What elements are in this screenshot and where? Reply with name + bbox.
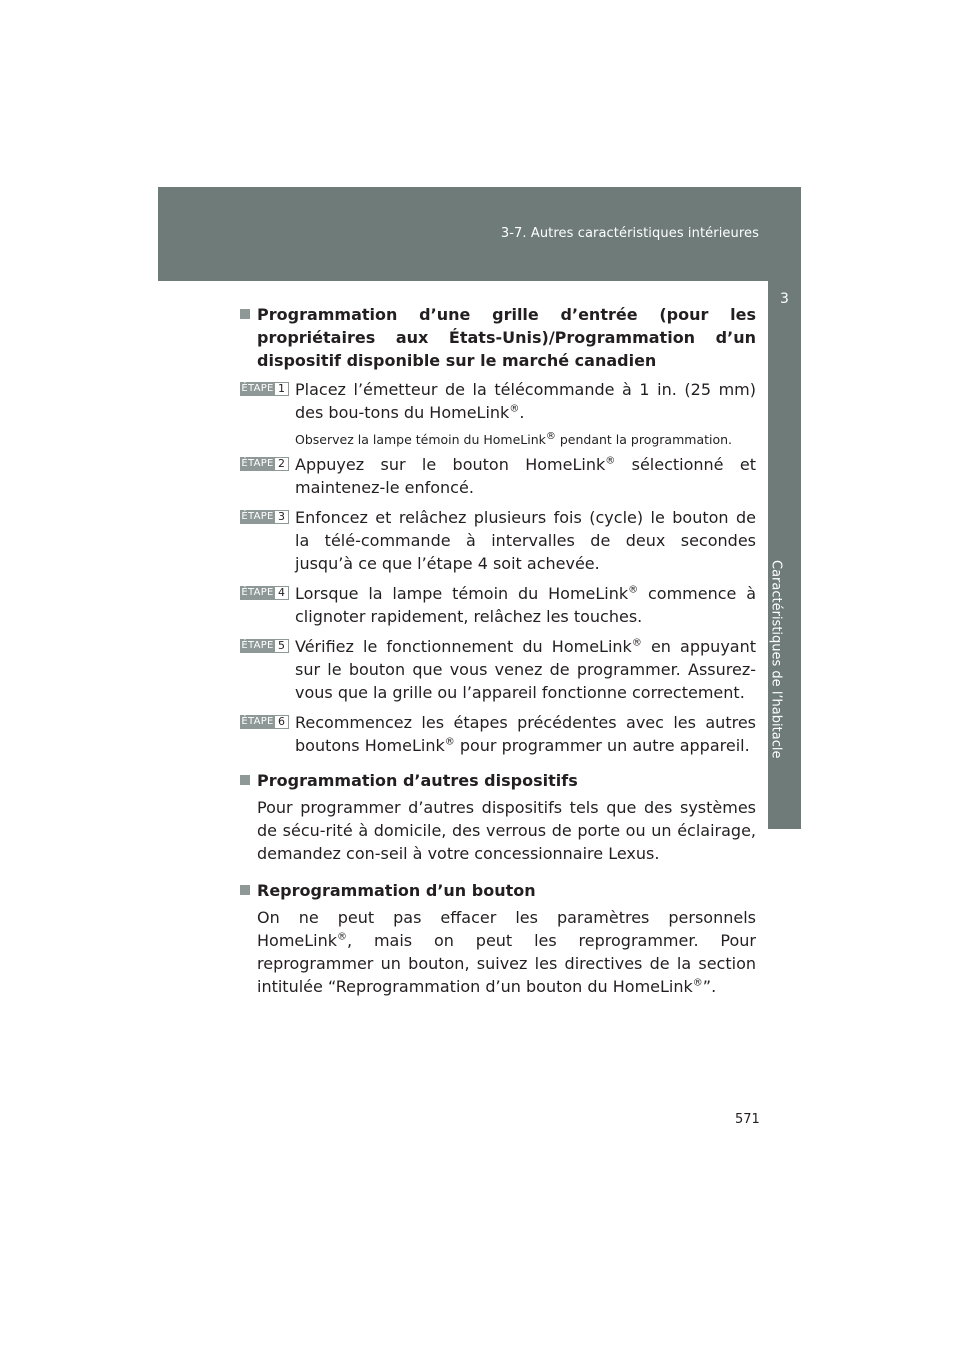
step-item: ÉTAPE 6 Recommencez les étapes précédentes avec les autres boutons HomeLink® pour programmer un autre appareil. [241, 713, 756, 755]
square-bullet-icon [240, 775, 250, 785]
paragraph: On ne peut pas effacer les paramètres personnels HomeLink®, mais on peut les reprogrammer. Pour reprogrammer un bouton, suivez les directives de la section intitulée “Reprogrammation d’un bouton du HomeLink®”. [257, 908, 756, 996]
step-badge: ÉTAPE 2 [240, 457, 290, 471]
step-item: ÉTAPE 2 Appuyez sur le bouton HomeLink® sélectionné et maintenez-le enfoncé. [241, 455, 757, 497]
step-badge: ÉTAPE 6 [240, 715, 290, 729]
paragraph: Pour programmer d’autres dispositifs tels que des systèmes de sécu-rité à domicile, des verrous de porte ou un éclairage, demandez con-seil à votre concessionnaire Lexus. [257, 798, 756, 863]
step-item: ÉTAPE 5 Vérifiez le fonctionnement du HomeLink® en appuyant sur le bouton que vous venez de programmer. Assurez-vous que la grille ou l’appareil fonctionne correctement. [241, 637, 757, 702]
header-band [158, 187, 801, 281]
section-title-reprogramming: Reprogrammation d’un bouton [240, 879, 756, 902]
step-badge: ÉTAPE 5 [240, 639, 290, 653]
step-item: ÉTAPE 4 Lorsque la lampe témoin du HomeLink® commence à clignoter rapidement, relâchez les touches. [241, 584, 756, 626]
step-badge: ÉTAPE 1 [240, 382, 290, 396]
step-note: Observez la lampe témoin du HomeLink® pendant la programmation. [295, 430, 733, 447]
page-content [240, 303, 756, 1008]
section-title-programming: Programmation d’une grille d’entrée (pour les propriétaires aux États-Unis)/Programmation d’un dispositif disponible sur le marché canadien [240, 303, 756, 372]
square-bullet-icon [240, 309, 250, 319]
chapter-number: 3 [780, 291, 789, 307]
step-item: ÉTAPE 3 Enfoncez et relâchez plusieurs fois (cycle) le bouton de la télé-commande à intervalles de deux secondes jusqu’à ce que l’étape 4 soit achevée. [241, 508, 756, 573]
step-badge: ÉTAPE 3 [240, 510, 290, 524]
section-header-title: 3-7. Autres caractéristiques intérieures [500, 226, 759, 241]
step-item: ÉTAPE 1 Placez l’émetteur de la télécommande à 1 in. (25 mm) des bou-tons du HomeLink®. [241, 380, 756, 422]
page-number: 571 [735, 1112, 760, 1127]
chapter-label: Caractéristiques de l’habitacle [768, 560, 784, 759]
chapter-number-box [768, 281, 801, 328]
square-bullet-icon [240, 885, 250, 895]
step-badge: ÉTAPE 4 [240, 586, 290, 600]
section-title-other-devices: Programmation d’autres dispositifs [240, 769, 756, 792]
